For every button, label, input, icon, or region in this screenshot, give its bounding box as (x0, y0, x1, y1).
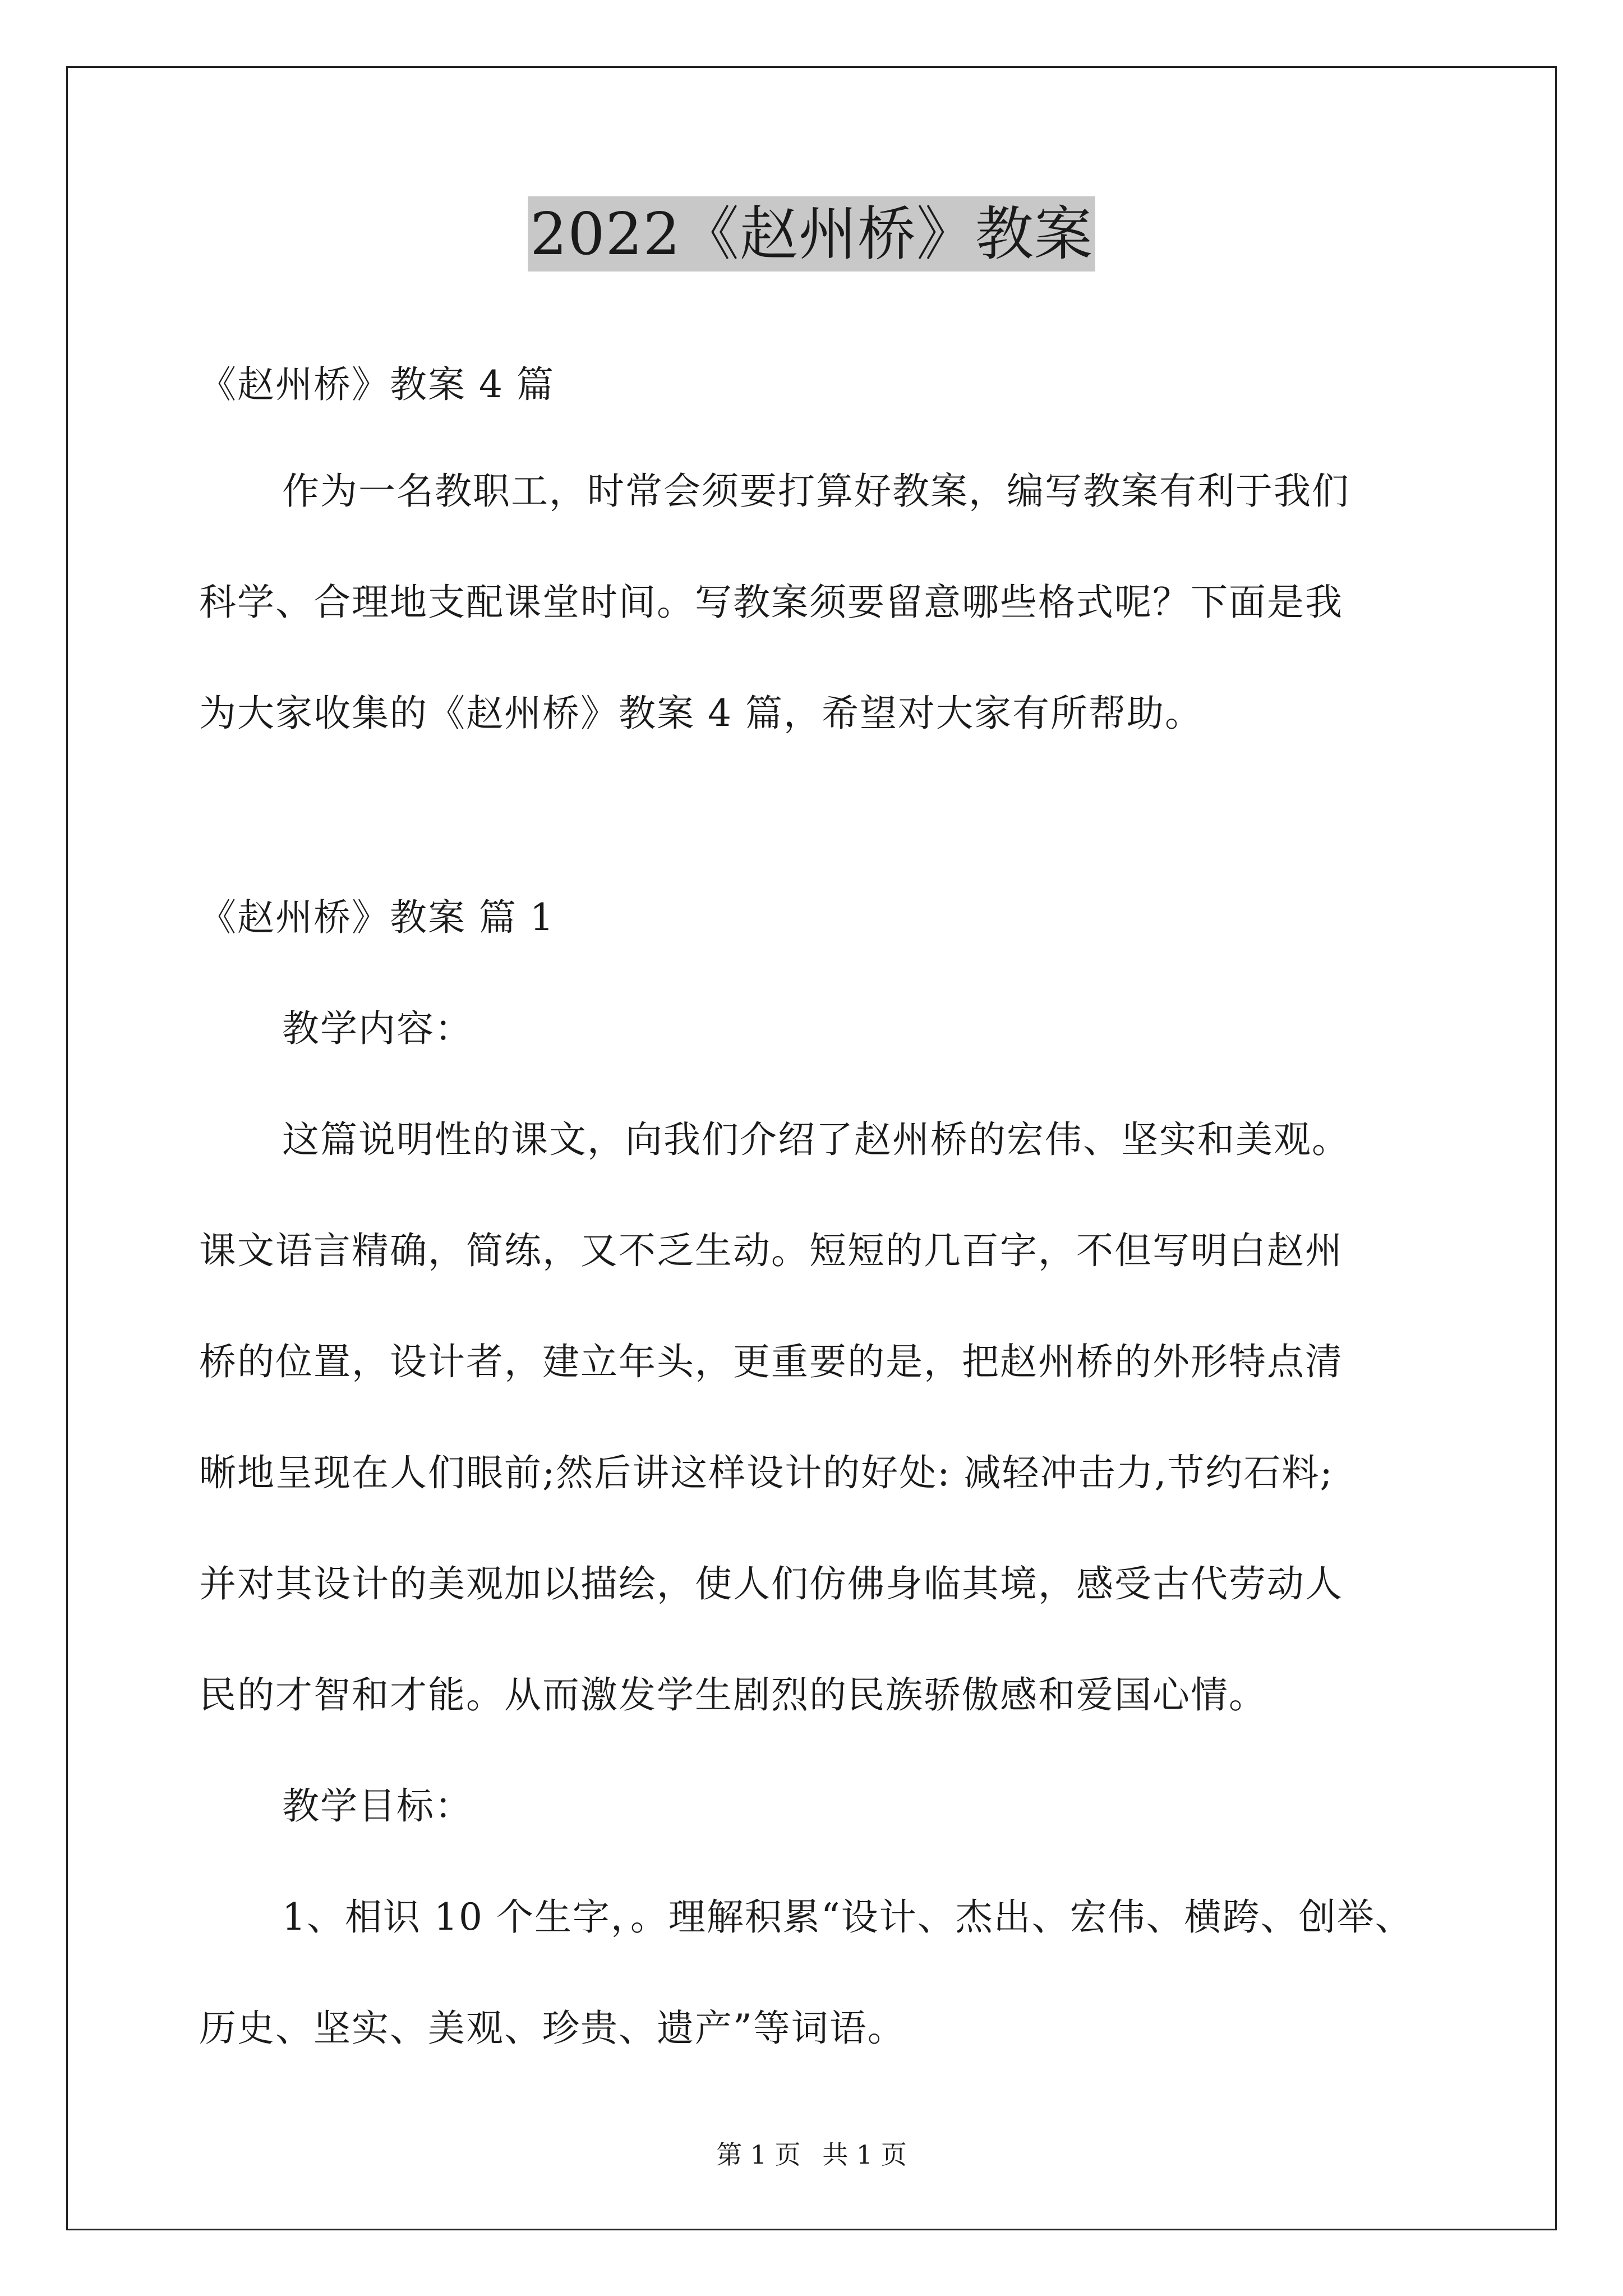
intro-line: 作为一名教职工，时常会须要打算好教案，编写教案有利于我们 (282, 470, 1350, 513)
goal-line: 1、相识 10 个生字，。理解积累“设计、杰出、宏伟、横跨、创举、 (282, 1895, 1413, 1939)
content-line: 民的才智和才能。从而激发学生剧烈的民族骄傲感和爱国心情。 (199, 1673, 1267, 1717)
content-line: 桥的位置，设计者，建立年头，更重要的是，把赵州桥的外形特点清 (199, 1340, 1343, 1383)
content-line: 这篇说明性的课文，向我们介绍了赵州桥的宏伟、坚实和美观。 (282, 1118, 1350, 1161)
content-line: 晰地呈现在人们眼前;然后讲这样设计的好处: 减轻冲击力,节约石料; (199, 1451, 1334, 1494)
goal-label: 教学目标： (282, 1784, 473, 1828)
page-number: 第 1 页 (716, 2139, 801, 2170)
title-container (0, 196, 1623, 272)
page-footer (0, 2134, 1623, 2171)
page-total: 共 1 页 (822, 2139, 907, 2170)
content-line: 并对其设计的美观加以描绘，使人们仿佛身临其境，感受古代劳动人 (199, 1562, 1343, 1605)
document-title: 2022《赵州桥》教案 (528, 196, 1095, 272)
document-subtitle: 《赵州桥》教案 4 篇 (199, 363, 555, 406)
intro-line: 为大家收集的《赵州桥》教案 4 篇，希望对大家有所帮助。 (199, 692, 1203, 735)
intro-line: 科学、合理地支配课堂时间。写教案须要留意哪些格式呢？下面是我 (199, 581, 1343, 624)
content-line: 课文语言精确，简练，又不乏生动。短短的几百字，不但写明白赵州 (199, 1229, 1343, 1272)
content-label: 教学内容： (282, 1007, 473, 1050)
section-heading: 《赵州桥》教案 篇 1 (199, 896, 555, 939)
goal-line: 历史、坚实、美观、珍贵、遗产”等词语。 (199, 2007, 906, 2050)
